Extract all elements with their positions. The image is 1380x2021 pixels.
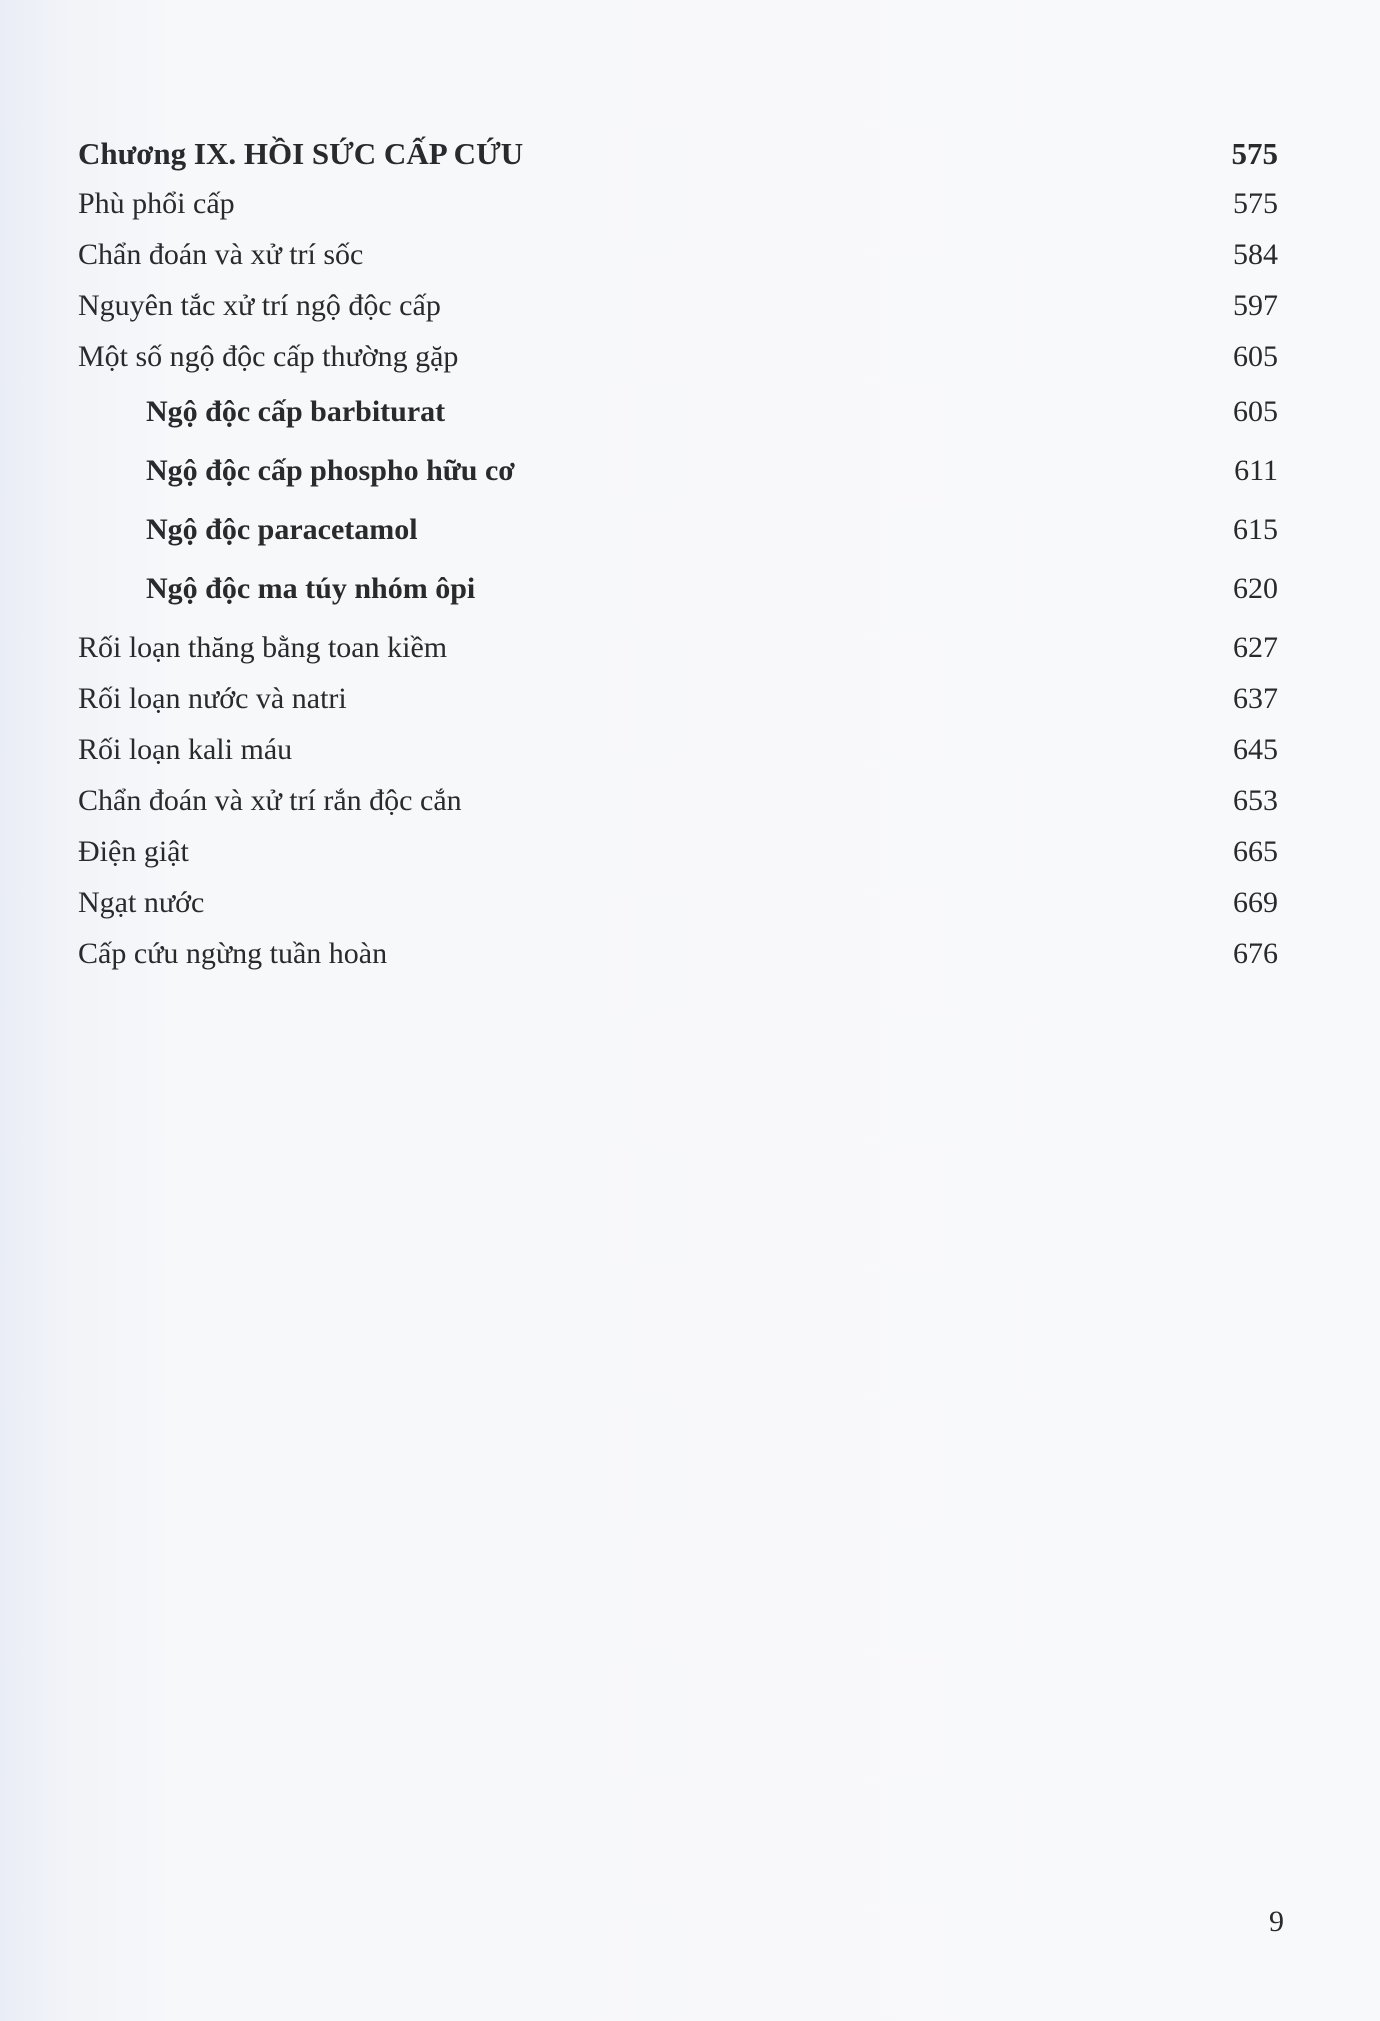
toc-sub-entry bbox=[78, 441, 1278, 500]
toc-entry-title: Điện giật bbox=[78, 835, 189, 868]
toc-entry-page: 584 bbox=[1233, 238, 1278, 271]
toc-entry-title: Ngộ độc paracetamol bbox=[146, 513, 418, 546]
toc-entry-title: Phù phổi cấp bbox=[78, 187, 235, 220]
toc-entry-title: Chẩn đoán và xử trí sốc bbox=[78, 238, 364, 271]
toc-entry-page: 627 bbox=[1233, 631, 1278, 664]
toc-entry-title: Ngộ độc cấp phospho hữu cơ bbox=[146, 454, 515, 487]
toc-entry bbox=[78, 331, 1278, 382]
toc-sub-entry bbox=[78, 500, 1278, 559]
toc-entry-page: 575 bbox=[1233, 187, 1278, 220]
toc-entry-title: Rối loạn nước và natri bbox=[78, 682, 347, 715]
toc-entry-page: 645 bbox=[1233, 733, 1278, 766]
toc-entry-page: 615 bbox=[1233, 513, 1278, 546]
toc-entry-title: Một số ngộ độc cấp thường gặp bbox=[78, 340, 459, 373]
toc-entry-title: Ngạt nước bbox=[78, 886, 205, 919]
toc-entry-title: Chương IX. HỒI SỨC CẤP CỨU bbox=[78, 136, 524, 171]
toc-entry-title: Ngộ độc ma túy nhóm ôpi bbox=[146, 572, 476, 605]
toc-entry-page: 637 bbox=[1233, 682, 1278, 715]
page-number: 9 bbox=[1269, 1905, 1284, 1938]
toc-entry-title: Rối loạn kali máu bbox=[78, 733, 293, 766]
toc-entry-page: 665 bbox=[1233, 835, 1278, 868]
toc-entry-page: 605 bbox=[1233, 395, 1278, 428]
toc-entry-page: 676 bbox=[1233, 937, 1278, 970]
toc-entry-page: 669 bbox=[1233, 886, 1278, 919]
toc-entry bbox=[78, 877, 1278, 928]
toc-entry bbox=[78, 775, 1278, 826]
table-of-contents bbox=[78, 128, 1278, 979]
toc-entry bbox=[78, 622, 1278, 673]
toc-entry-title: Rối loạn thăng bằng toan kiềm bbox=[78, 631, 448, 664]
toc-entry-title: Chẩn đoán và xử trí rắn độc cắn bbox=[78, 784, 462, 817]
toc-entry bbox=[78, 673, 1278, 724]
toc-entry-page: 611 bbox=[1234, 454, 1278, 487]
toc-entry bbox=[78, 826, 1278, 877]
toc-entry-title: Ngộ độc cấp barbiturat bbox=[146, 395, 446, 428]
toc-entry-page: 597 bbox=[1233, 289, 1278, 322]
toc-entry bbox=[78, 229, 1278, 280]
toc-entry bbox=[78, 928, 1278, 979]
toc-entry-page: 605 bbox=[1233, 340, 1278, 373]
toc-entry-page: 575 bbox=[1231, 136, 1278, 171]
toc-entry-page: 620 bbox=[1233, 572, 1278, 605]
toc-entry bbox=[78, 280, 1278, 331]
toc-entry-title: Nguyên tắc xử trí ngộ độc cấp bbox=[78, 289, 441, 322]
toc-sub-entry bbox=[78, 559, 1278, 618]
toc-entry bbox=[78, 724, 1278, 775]
toc-entry-page: 653 bbox=[1233, 784, 1278, 817]
toc-chapter-heading bbox=[78, 128, 1278, 178]
toc-entry-title: Cấp cứu ngừng tuần hoàn bbox=[78, 937, 388, 970]
toc-sub-entry bbox=[78, 382, 1278, 441]
toc-entry bbox=[78, 178, 1278, 229]
